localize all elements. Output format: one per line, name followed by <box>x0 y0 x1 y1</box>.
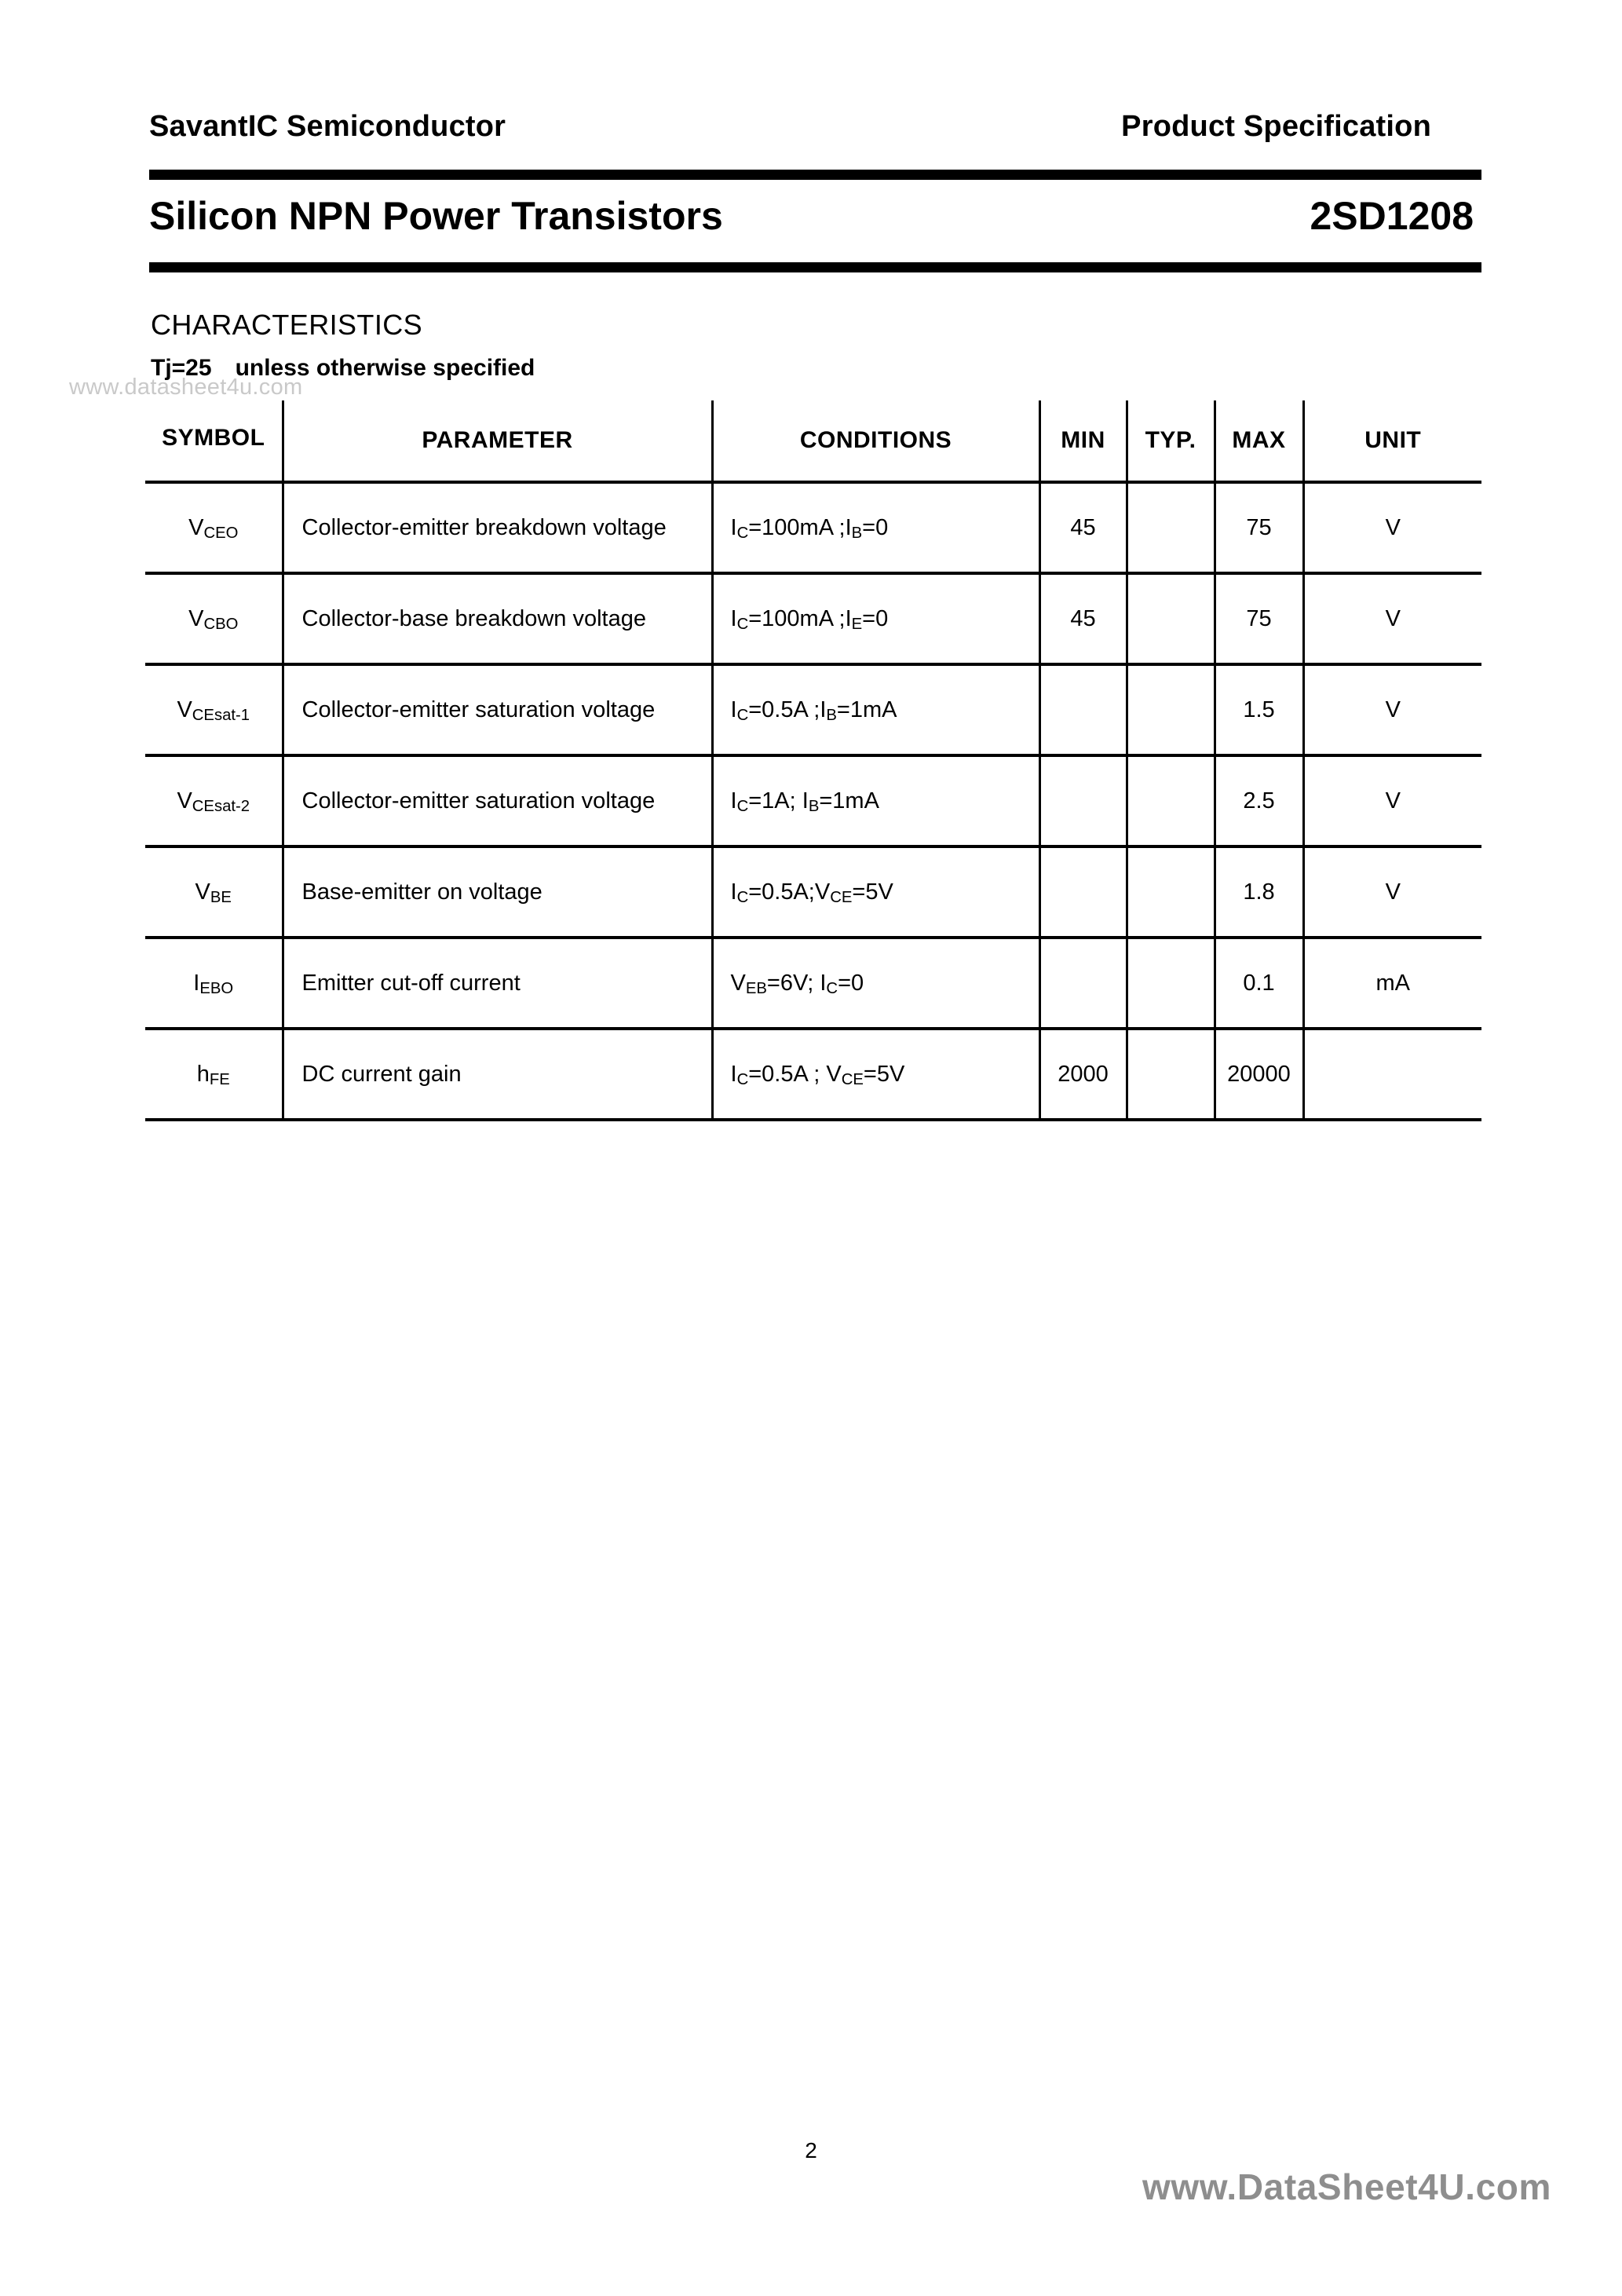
cell-min: 2000 <box>1039 1029 1127 1120</box>
cell-min: 45 <box>1039 573 1127 664</box>
column-header-max: MAX <box>1215 400 1303 482</box>
symbol-subscript: CEsat-2 <box>192 797 250 815</box>
table-row <box>145 664 1481 755</box>
watermark-bottom-right: www.DataSheet4U.com <box>1142 2166 1551 2207</box>
cell-unit: V <box>1303 573 1481 664</box>
characteristics-table <box>145 400 1481 1121</box>
condition-token: I <box>730 514 737 540</box>
symbol-subscript: BE <box>210 888 232 906</box>
cell-typ <box>1127 1029 1215 1120</box>
condition-token: =1mA <box>836 696 897 722</box>
column-header-min: MIN <box>1039 400 1127 482</box>
symbol-base: V <box>188 514 204 540</box>
cell-typ <box>1127 573 1215 664</box>
condition-token: =0.5A ; <box>748 696 820 722</box>
cell-parameter: Emitter cut-off current <box>283 938 712 1029</box>
condition-token: I <box>730 605 737 631</box>
cell-parameter: Collector-emitter breakdown voltage <box>283 482 712 573</box>
cell-unit: V <box>1303 755 1481 846</box>
cell-parameter: Base-emitter on voltage <box>283 846 712 938</box>
table-row <box>145 846 1481 938</box>
condition-token: I <box>820 970 827 996</box>
condition-token: =0.5A ; <box>748 1061 827 1087</box>
condition-subscript: C <box>736 1070 749 1088</box>
symbol-base: I <box>193 970 200 996</box>
document-header <box>149 110 1480 144</box>
condition-token: =0 <box>862 605 889 631</box>
condition-subscript: C <box>736 888 749 906</box>
page-number: 2 <box>805 2138 817 2163</box>
condition-token: =6V; <box>766 970 820 996</box>
company-name: SavantIC Semiconductor <box>149 110 506 143</box>
column-header-typ: TYP. <box>1127 400 1215 482</box>
table-row <box>145 755 1481 846</box>
cell-typ <box>1127 664 1215 755</box>
condition-subscript: C <box>736 524 749 542</box>
symbol-base: V <box>177 788 192 813</box>
column-header-conditions: CONDITIONS <box>712 400 1039 482</box>
table-row <box>145 573 1481 664</box>
cell-conditions <box>712 755 1039 846</box>
condition-token: I <box>802 788 809 813</box>
cell-min: 45 <box>1039 482 1127 573</box>
condition-subscript: B <box>826 706 837 724</box>
symbol-base: V <box>195 879 210 905</box>
cell-min <box>1039 664 1127 755</box>
table-row <box>145 938 1481 1029</box>
condition-token: =1mA <box>819 788 879 813</box>
cell-max: 0.1 <box>1215 938 1303 1029</box>
symbol-subscript: EBO <box>199 979 234 997</box>
cell-unit: mA <box>1303 938 1481 1029</box>
cell-max: 20000 <box>1215 1029 1303 1120</box>
cell-max: 2.5 <box>1215 755 1303 846</box>
column-header-symbol: SYMBOL <box>145 400 283 482</box>
condition-token: I <box>845 514 852 540</box>
condition-token: V <box>730 970 746 996</box>
condition-subscript: E <box>851 615 863 633</box>
condition-subscript: CE <box>841 1070 864 1088</box>
table-row <box>145 482 1481 573</box>
cell-conditions <box>712 573 1039 664</box>
cell-unit: V <box>1303 846 1481 938</box>
table-row <box>145 1029 1481 1120</box>
cell-symbol <box>145 846 283 938</box>
condition-token: V <box>814 879 831 905</box>
cell-min <box>1039 938 1127 1029</box>
cell-symbol <box>145 755 283 846</box>
table-header-row <box>145 400 1481 482</box>
cell-symbol <box>145 482 283 573</box>
condition-token: =0.5A; <box>748 879 815 905</box>
cell-typ <box>1127 755 1215 846</box>
watermark-top-left: www.datasheet4u.com <box>69 375 303 400</box>
column-header-parameter: PARAMETER <box>283 400 712 482</box>
cell-unit: V <box>1303 482 1481 573</box>
condition-token: I <box>845 605 852 631</box>
condition-token: I <box>730 788 737 813</box>
symbol-base: h <box>196 1061 210 1087</box>
cell-unit: V <box>1303 664 1481 755</box>
cell-symbol <box>145 938 283 1029</box>
condition-subscript: B <box>808 797 820 815</box>
cell-typ <box>1127 482 1215 573</box>
symbol-base: V <box>188 605 204 631</box>
cell-parameter: Collector-emitter saturation voltage <box>283 664 712 755</box>
cell-parameter: Collector-base breakdown voltage <box>283 573 712 664</box>
cell-conditions <box>712 482 1039 573</box>
cell-symbol <box>145 573 283 664</box>
table-body <box>145 482 1481 1120</box>
cell-conditions <box>712 846 1039 938</box>
cell-max: 75 <box>1215 482 1303 573</box>
condition-token: I <box>820 696 827 722</box>
cell-max: 1.5 <box>1215 664 1303 755</box>
header-rule-bottom <box>149 262 1481 272</box>
condition-subscript: C <box>736 797 749 815</box>
symbol-subscript: CEsat-1 <box>192 706 250 724</box>
cell-typ <box>1127 938 1215 1029</box>
cell-max: 75 <box>1215 573 1303 664</box>
condition-token: I <box>730 696 737 722</box>
column-header-unit: UNIT <box>1303 400 1481 482</box>
condition-token: I <box>730 1061 737 1087</box>
cell-min <box>1039 846 1127 938</box>
condition-subscript: EB <box>745 979 767 997</box>
header-rule-top <box>149 170 1481 180</box>
subtitle-note: unless otherwise specified <box>235 355 535 381</box>
cell-conditions <box>712 938 1039 1029</box>
condition-token: =1A; <box>748 788 802 813</box>
condition-subscript: C <box>826 979 838 997</box>
page-title: Silicon NPN Power Transistors <box>149 194 723 238</box>
condition-token: =100mA ; <box>748 605 846 631</box>
section-heading: CHARACTERISTICS <box>151 309 423 341</box>
cell-conditions <box>712 664 1039 755</box>
part-number: 2SD1208 <box>1310 194 1474 238</box>
product-specification-label: Product Specification <box>1121 110 1431 143</box>
condition-subscript: C <box>736 706 749 724</box>
condition-subscript: B <box>851 524 863 542</box>
title-row <box>149 193 1480 239</box>
cell-min <box>1039 755 1127 846</box>
cell-parameter: Collector-emitter saturation voltage <box>283 755 712 846</box>
condition-token: =5V <box>852 879 893 905</box>
condition-subscript: C <box>736 615 749 633</box>
cell-unit <box>1303 1029 1481 1120</box>
cell-max: 1.8 <box>1215 846 1303 938</box>
condition-token: =0 <box>862 514 889 540</box>
condition-token: V <box>826 1061 842 1087</box>
condition-token: I <box>730 879 737 905</box>
symbol-subscript: CEO <box>203 524 239 542</box>
cell-symbol <box>145 664 283 755</box>
cell-parameter: DC current gain <box>283 1029 712 1120</box>
symbol-subscript: CBO <box>203 615 239 633</box>
subtitle-temperature: Tj=25 <box>151 355 212 381</box>
condition-token: =0 <box>838 970 864 996</box>
condition-token: =5V <box>863 1061 905 1087</box>
cell-conditions <box>712 1029 1039 1120</box>
cell-symbol <box>145 1029 283 1120</box>
symbol-base: V <box>177 696 192 722</box>
cell-typ <box>1127 846 1215 938</box>
condition-token: =100mA ; <box>748 514 846 540</box>
condition-subscript: CE <box>830 888 853 906</box>
symbol-subscript: FE <box>209 1070 230 1088</box>
